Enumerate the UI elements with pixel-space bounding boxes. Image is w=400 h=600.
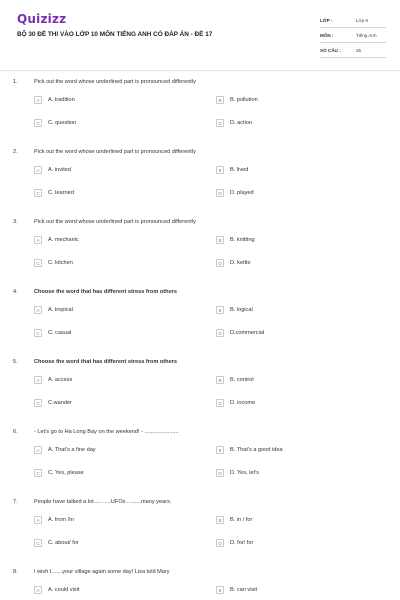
option-a[interactable] <box>34 376 72 384</box>
question-number: 5. <box>13 359 18 365</box>
question-text: People have talked a lot...... ....UFOs .........many years. <box>34 499 172 505</box>
option-letter-box: B <box>216 236 224 244</box>
question-text: Choose the word that has different stress from others <box>34 289 177 295</box>
document-title: BỘ 30 ĐỀ THI VÀO LỚP 10 MÔN TIẾNG ANH CÓ ĐÁP ÁN - ĐỀ 17 <box>17 31 213 38</box>
question-text: Pick out the word whose underlined part is pronounced differently <box>34 149 196 155</box>
question-text: Choose the word that has different stress from others <box>34 359 177 365</box>
option-letter-box: A <box>34 306 42 314</box>
option-d[interactable] <box>216 399 255 407</box>
option-text: A. could visit <box>48 587 80 593</box>
option-letter-box: C <box>34 329 42 337</box>
option-letter-box: B <box>216 516 224 524</box>
option-text: A. mechanic <box>48 237 79 243</box>
option-letter-box: D <box>216 189 224 197</box>
option-letter-box: B <box>216 166 224 174</box>
meta-key: SỐ CÂU : <box>320 47 341 53</box>
option-text: D. Yes, let's <box>230 470 260 476</box>
option-text: D. played <box>230 190 254 196</box>
option-letter-box: A <box>34 96 42 104</box>
question-number: 2. <box>13 149 18 155</box>
option-letter-box: A <box>34 236 42 244</box>
option-letter-box: C <box>34 539 42 547</box>
option-a[interactable] <box>34 306 73 314</box>
question-number: 6. <box>13 429 18 435</box>
option-letter-box: C <box>34 259 42 267</box>
option-text: B. lived <box>230 167 249 173</box>
question-number: 8. <box>13 569 18 575</box>
option-letter-box: D <box>216 469 224 477</box>
question-number: 3. <box>13 219 18 225</box>
option-text: C. kitchen <box>48 260 73 266</box>
option-letter-box: D <box>216 259 224 267</box>
option-text: B. pollution <box>230 97 258 103</box>
option-text: D. income <box>230 400 256 406</box>
option-d[interactable] <box>216 189 254 197</box>
option-text: D. kettle <box>230 260 251 266</box>
meta-key: LỚP : <box>320 17 333 23</box>
option-letter-box: D <box>216 329 224 337</box>
option-text: B. logical <box>230 307 253 313</box>
question-text: - Let's go to Ha Long Bay on the weekend! - ...................... <box>34 429 179 435</box>
option-b[interactable] <box>216 586 257 594</box>
option-text: A. from /In <box>48 517 74 523</box>
option-d[interactable] <box>216 539 253 547</box>
option-a[interactable] <box>34 446 96 454</box>
option-d[interactable] <box>216 119 252 127</box>
option-letter-box: C <box>34 469 42 477</box>
question-text: Pick out the word whose underlined part is pronounced differently <box>34 79 196 85</box>
option-letter-box: C <box>34 189 42 197</box>
option-text: D.commercial <box>230 330 265 336</box>
option-letter-box: C <box>34 119 42 127</box>
option-c[interactable] <box>34 329 71 337</box>
option-letter-box: C <box>34 399 42 407</box>
option-text: A. tradition <box>48 97 75 103</box>
option-text: C.wander <box>48 400 72 406</box>
option-text: B. can visit <box>230 587 258 593</box>
option-text: C. casual <box>48 330 72 336</box>
option-b[interactable] <box>216 306 253 314</box>
option-letter-box: B <box>216 376 224 384</box>
option-text: B. control <box>230 377 254 383</box>
option-b[interactable] <box>216 376 254 384</box>
option-letter-box: A <box>34 376 42 384</box>
option-text: A. access <box>48 377 73 383</box>
option-a[interactable] <box>34 96 75 104</box>
question-number: 7. <box>13 499 18 505</box>
header-divider <box>0 70 400 71</box>
option-letter-box: D <box>216 399 224 407</box>
option-text: A. That's a fine day <box>48 447 96 453</box>
option-text: A. invited <box>48 167 72 173</box>
option-text: A. tropical <box>48 307 73 313</box>
option-c[interactable] <box>34 469 84 477</box>
question-number: 1. <box>13 79 18 85</box>
option-letter-box: B <box>216 306 224 314</box>
option-b[interactable] <box>216 236 255 244</box>
meta-row-subject <box>320 28 386 43</box>
meta-value: Tiếng Anh <box>356 32 377 38</box>
option-c[interactable] <box>34 399 72 407</box>
option-text: B. That's a good idea <box>230 447 283 453</box>
option-text: C. about/ for <box>48 540 79 546</box>
option-text: C. Yes, please <box>48 470 84 476</box>
option-letter-box: D <box>216 119 224 127</box>
option-b[interactable] <box>216 446 283 454</box>
question-text: I wish I.......your village again some day! Lisa told Mary <box>34 569 170 575</box>
option-b[interactable] <box>216 516 252 524</box>
option-text: B. knitting <box>230 237 255 243</box>
option-letter-box: A <box>34 586 42 594</box>
meta-table <box>320 13 386 58</box>
option-d[interactable] <box>216 469 259 477</box>
option-letter-box: A <box>34 446 42 454</box>
option-letter-box: B <box>216 446 224 454</box>
option-a[interactable] <box>34 166 71 174</box>
option-a[interactable] <box>34 586 79 594</box>
option-text: C. learned <box>48 190 74 196</box>
option-c[interactable] <box>34 259 73 267</box>
option-text: D. for/ for <box>230 540 254 546</box>
question-text: Pick out the word whose underlined part is pronounced differently <box>34 219 196 225</box>
option-letter-box: A <box>34 516 42 524</box>
meta-value: Lớp 9 <box>356 17 368 23</box>
option-text: D. action <box>230 120 253 126</box>
option-a[interactable] <box>34 516 74 524</box>
option-text: B. in / for <box>230 517 253 523</box>
option-c[interactable] <box>34 539 79 547</box>
option-letter-box: B <box>216 96 224 104</box>
meta-key: MÔN : <box>320 32 334 38</box>
option-text: C. question <box>48 120 77 126</box>
option-c[interactable] <box>34 119 76 127</box>
option-b[interactable] <box>216 166 248 174</box>
meta-row-question-count <box>320 43 386 58</box>
option-a[interactable] <box>34 236 79 244</box>
option-d[interactable] <box>216 259 251 267</box>
question-number: 4. <box>13 289 18 295</box>
meta-value: 25 <box>356 47 362 53</box>
quizizz-logo: Quizizz <box>17 12 67 26</box>
option-c[interactable] <box>34 189 74 197</box>
option-letter-box: D <box>216 539 224 547</box>
option-letter-box: B <box>216 586 224 594</box>
option-b[interactable] <box>216 96 258 104</box>
option-d[interactable] <box>216 329 264 337</box>
option-letter-box: A <box>34 166 42 174</box>
meta-row-grade <box>320 13 386 28</box>
